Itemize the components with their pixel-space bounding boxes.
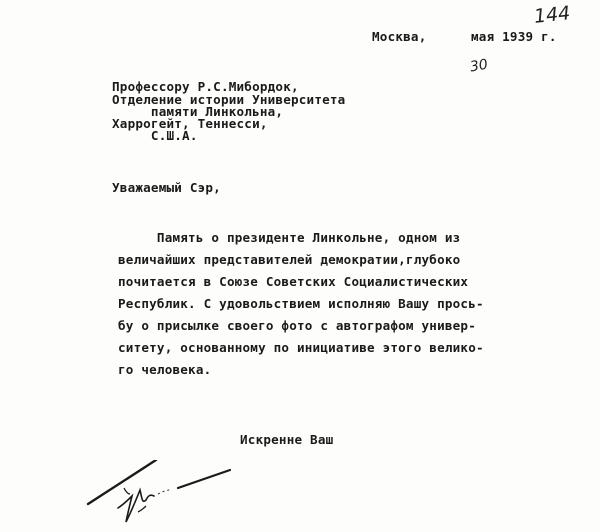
closing: Искренне Ваш <box>240 432 334 447</box>
address-line: Отделение истории Университета <box>112 92 346 107</box>
salutation: Уважаемый Сэр, <box>112 180 221 195</box>
address-line: памяти Линкольна, <box>112 104 284 119</box>
body-line: Память о президенте Линкольне, одном из <box>118 230 461 245</box>
body-line: ситету, основанному по инициативе этого велико- <box>118 340 484 355</box>
body-line: Республик. С удовольствием исполняю Вашу прось- <box>118 296 484 311</box>
address-line: С.Ш.А. <box>112 128 198 143</box>
body-line: бу о присылке своего фото с автографом универ- <box>118 318 476 333</box>
archive-number: 144 <box>532 2 572 28</box>
body-line: почитается в Союзе Советских Социалистических <box>118 274 469 289</box>
signature-icon <box>80 460 240 530</box>
letter-city: Москва, <box>372 29 427 44</box>
page-mark: 30 <box>468 56 490 76</box>
address-line: Харрогейт, Теннесси, <box>112 116 268 131</box>
letter-date: мая 1939 г. <box>471 29 557 44</box>
body-line: величайших представителей демократии,глубоко <box>118 252 461 267</box>
address-line: Профессору Р.С.Мибордок, <box>112 79 299 94</box>
body-line: го человека. <box>118 362 212 377</box>
